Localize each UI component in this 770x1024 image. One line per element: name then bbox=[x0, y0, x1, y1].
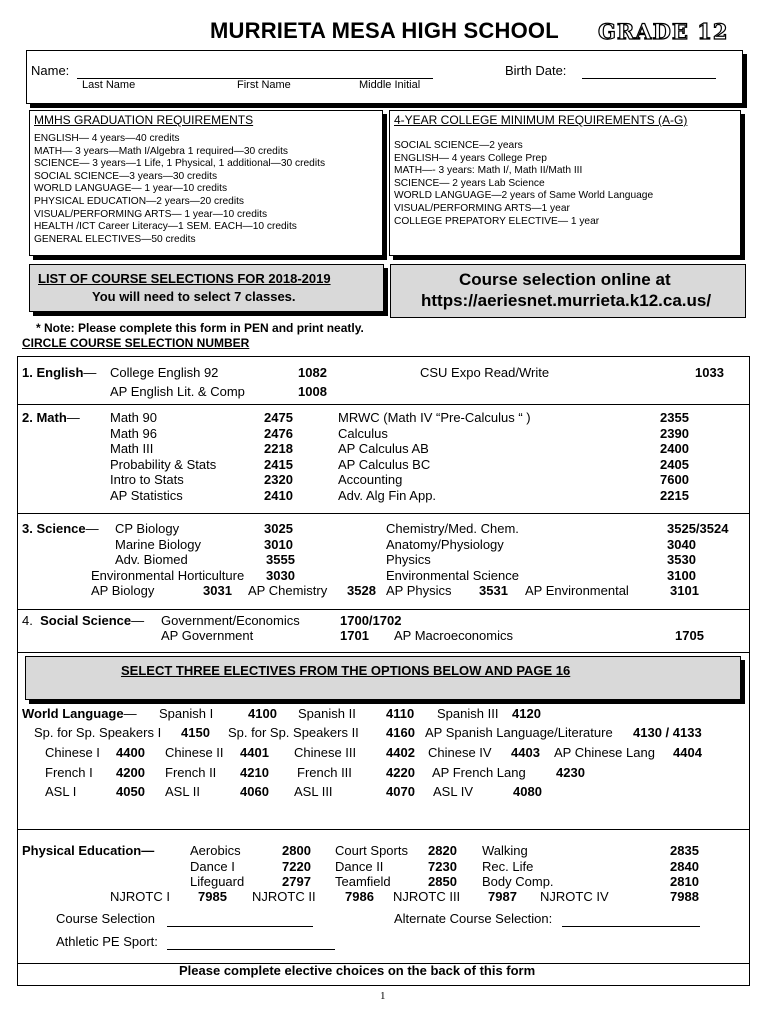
course-code[interactable]: 7986 bbox=[345, 889, 374, 904]
pe-col2-codes bbox=[428, 843, 457, 890]
online-selection-box bbox=[390, 264, 746, 318]
course-code[interactable]: 2850 bbox=[428, 874, 457, 890]
course-name: Marine Biology bbox=[115, 537, 201, 552]
course-code[interactable]: 1701 bbox=[340, 628, 369, 643]
science-right-codes bbox=[667, 521, 728, 583]
course-code[interactable]: 2840 bbox=[670, 858, 699, 874]
pe-col1-names bbox=[190, 843, 244, 890]
course-name: AP Macroeconomics bbox=[394, 628, 513, 643]
course-code[interactable]: 2475 bbox=[264, 410, 293, 425]
math-left-names bbox=[110, 410, 216, 504]
course-name: Environmental Science bbox=[386, 567, 519, 583]
course-name: Accounting bbox=[338, 472, 403, 488]
course-code[interactable]: 3101 bbox=[670, 583, 699, 598]
course-name: Anatomy/Physiology bbox=[386, 536, 504, 552]
course-code[interactable]: 2218 bbox=[264, 441, 293, 457]
course-selections-subtitle: You will need to select 7 classes. bbox=[92, 289, 296, 304]
course-name: NJROTC I bbox=[110, 889, 170, 904]
course-name: ASL I bbox=[45, 784, 77, 799]
pe-label: Physical Education— bbox=[22, 843, 155, 858]
course-code[interactable]: 4150 bbox=[181, 725, 210, 740]
course-name: Environmental Horticulture bbox=[91, 568, 245, 583]
grad-req-list bbox=[34, 133, 325, 246]
course-code[interactable]: 1082 bbox=[298, 365, 327, 380]
college-req-line: VISUAL/PERFORMING ARTS—1 year bbox=[394, 202, 570, 214]
note-text: * Note: Please complete this form in PEN and print neatly. bbox=[36, 321, 364, 335]
course-name: Government/Economics bbox=[161, 613, 300, 628]
electives-banner-text: SELECT THREE ELECTIVES FROM THE OPTIONS BELOW AND PAGE 16 bbox=[121, 663, 571, 678]
course-code[interactable]: 1700/1702 bbox=[340, 613, 402, 628]
course-name: AP Calculus BC bbox=[338, 456, 431, 472]
course-name: AP Physics bbox=[386, 583, 452, 598]
course-code[interactable]: 4120 bbox=[512, 706, 541, 721]
course-name: College English 92 bbox=[110, 365, 219, 380]
course-code[interactable]: 1008 bbox=[298, 384, 327, 399]
grad-req-line: WORLD LANGUAGE— 1 year—10 credits bbox=[34, 183, 228, 195]
college-req-line: WORLD LANGUAGE—2 years of Same World Language bbox=[394, 190, 654, 202]
math-label: 2. Math— bbox=[22, 410, 80, 425]
course-name: AP Spanish Language/Literature bbox=[425, 725, 613, 740]
course-code[interactable]: 4160 bbox=[386, 725, 415, 740]
course-code[interactable]: 3100 bbox=[667, 567, 696, 583]
grad-req-line: SCIENCE— 3 years—1 Life, 1 Physical, 1 additional—30 credits bbox=[34, 158, 326, 170]
alternate-selection-label: Alternate Course Selection: bbox=[394, 911, 553, 926]
circle-instruction: CIRCLE COURSE SELECTION NUMBER bbox=[22, 336, 250, 350]
course-name: Teamfield bbox=[335, 874, 391, 890]
course-code[interactable]: 4060 bbox=[240, 784, 269, 799]
grad-req-line: HEALTH /ICT Career Literacy—1 SEM. EACH—10 credits bbox=[34, 221, 297, 233]
course-code[interactable]: 4110 bbox=[386, 706, 415, 721]
math-right-codes bbox=[660, 410, 689, 504]
course-code[interactable]: 4210 bbox=[240, 765, 269, 780]
course-code[interactable]: 2820 bbox=[428, 843, 457, 858]
course-code[interactable]: 4404 bbox=[673, 745, 702, 760]
course-code[interactable]: 3031 bbox=[203, 583, 232, 598]
course-code[interactable]: 4401 bbox=[240, 745, 269, 760]
course-code[interactable]: 4230 bbox=[556, 765, 585, 780]
course-code[interactable]: 3531 bbox=[479, 583, 508, 598]
name-label: Name: bbox=[31, 63, 70, 78]
course-code[interactable]: 4220 bbox=[386, 765, 415, 780]
college-req-line: SOCIAL SCIENCE—2 years bbox=[394, 140, 523, 151]
college-requirements-box bbox=[389, 110, 741, 256]
online-url[interactable]: https://aeriesnet.murrieta.k12.ca.us/ bbox=[421, 291, 712, 310]
grade-label: GRADE 12 bbox=[598, 19, 729, 44]
course-name: AP French Lang bbox=[432, 765, 526, 780]
course-name: Dance I bbox=[190, 858, 235, 874]
school-title: MURRIETA MESA HIGH SCHOOL bbox=[210, 18, 559, 43]
alternate-selection-field[interactable] bbox=[562, 926, 700, 927]
course-name: Spanish II bbox=[298, 706, 356, 721]
course-code[interactable]: 1033 bbox=[695, 365, 724, 380]
course-code[interactable]: 3525/3524 bbox=[667, 521, 729, 536]
course-name: Spanish I bbox=[159, 706, 214, 721]
course-name: AP English Lit. & Comp bbox=[110, 384, 245, 399]
college-req-line: COLLEGE PREPATORY ELECTIVE— 1 year bbox=[394, 215, 600, 227]
social-science-label: 4. Social Science— bbox=[22, 613, 145, 628]
course-name: CSU Expo Read/Write bbox=[420, 365, 550, 380]
course-name: ASL IV bbox=[433, 784, 473, 799]
course-code[interactable]: 4070 bbox=[386, 784, 415, 799]
college-req-list bbox=[394, 140, 653, 228]
science-right-names bbox=[386, 521, 519, 583]
course-code[interactable]: 2355 bbox=[660, 410, 689, 425]
course-name: Intro to Stats bbox=[110, 472, 184, 488]
course-name: NJROTC II bbox=[252, 889, 316, 904]
course-code[interactable]: 3010 bbox=[264, 537, 293, 552]
course-selections-title: LIST OF COURSE SELECTIONS FOR 2018-2019 bbox=[38, 271, 331, 286]
college-req-line: SCIENCE— 2 years Lab Science bbox=[394, 177, 545, 189]
course-name: Calculus bbox=[338, 425, 388, 441]
course-code[interactable]: 2797 bbox=[282, 874, 311, 890]
course-name: Adv. Alg Fin App. bbox=[338, 487, 437, 503]
course-code[interactable]: 2320 bbox=[264, 472, 293, 488]
course-code[interactable]: 7987 bbox=[488, 889, 517, 904]
math-left-codes bbox=[264, 410, 293, 504]
pe-col3-names bbox=[482, 843, 554, 890]
course-code[interactable]: 7220 bbox=[282, 858, 311, 874]
grad-req-line: GENERAL ELECTIVES—50 credits bbox=[34, 233, 196, 245]
course-name: AP Statistics bbox=[110, 487, 183, 503]
course-selections-box bbox=[29, 264, 384, 312]
science-label: 3. Science— bbox=[22, 521, 99, 536]
course-code[interactable]: 4400 bbox=[116, 745, 145, 760]
first-name-caption: First Name bbox=[237, 79, 291, 91]
course-name: CP Biology bbox=[115, 521, 180, 536]
course-name: Chinese II bbox=[165, 745, 224, 760]
course-code[interactable]: 3528 bbox=[347, 583, 376, 598]
pe-col2-names bbox=[335, 843, 408, 890]
course-name: Lifeguard bbox=[190, 874, 245, 890]
math-right-names bbox=[338, 410, 531, 504]
course-code[interactable]: 4100 bbox=[248, 706, 277, 721]
college-req-line: ENGLISH— 4 years College Prep bbox=[394, 152, 547, 164]
grad-req-line: VISUAL/PERFORMING ARTS— 1 year—10 credits bbox=[34, 208, 268, 220]
footer-instruction: Please complete elective choices on the back of this form bbox=[179, 963, 536, 978]
course-name: Chemistry/Med. Chem. bbox=[386, 521, 519, 536]
grad-req-title: MMHS GRADUATION REQUIREMENTS bbox=[34, 113, 254, 127]
course-name: Math 90 bbox=[110, 410, 157, 425]
student-info-box bbox=[26, 50, 743, 104]
course-name: Math 96 bbox=[110, 425, 157, 441]
course-name: Physics bbox=[386, 552, 431, 568]
pe-col3-codes bbox=[670, 843, 699, 890]
course-code[interactable]: 2215 bbox=[660, 487, 689, 503]
athletic-pe-field[interactable] bbox=[167, 949, 335, 950]
grad-req-line: MATH— 3 years—Math I/Algebra 1 required—30 credits bbox=[34, 145, 289, 157]
course-code[interactable]: 4080 bbox=[513, 784, 542, 799]
course-name: Chinese III bbox=[294, 745, 357, 760]
course-name: Body Comp. bbox=[482, 874, 554, 890]
course-name: Dance II bbox=[335, 858, 384, 874]
birth-date-label: Birth Date: bbox=[505, 63, 567, 78]
course-name: ASL II bbox=[165, 784, 200, 799]
electives-banner bbox=[25, 656, 741, 700]
course-name: NJROTC III bbox=[393, 889, 461, 904]
course-code[interactable]: 3040 bbox=[667, 536, 696, 552]
middle-initial-caption: Middle Initial bbox=[359, 79, 421, 91]
grad-req-line: PHYSICAL EDUCATION—2 years—20 credits bbox=[34, 195, 245, 207]
course-name: Chinese I bbox=[45, 745, 100, 760]
course-name: Adv. Biomed bbox=[115, 552, 188, 567]
course-code[interactable]: 3025 bbox=[264, 521, 293, 536]
athletic-pe-label: Athletic PE Sport: bbox=[56, 934, 158, 949]
birth-date-field[interactable] bbox=[582, 78, 716, 79]
course-name: French I bbox=[45, 765, 93, 780]
online-line-1: Course selection online at bbox=[459, 270, 671, 289]
course-code[interactable]: 2405 bbox=[660, 456, 689, 472]
course-name: MRWC (Math IV “Pre-Calculus “ ) bbox=[338, 410, 531, 425]
college-req-line: MATH—- 3 years: Math I/, Math II/Math III bbox=[394, 165, 583, 177]
course-name: Sp. for Sp. Speakers I bbox=[34, 725, 162, 740]
course-code[interactable]: 4200 bbox=[116, 765, 145, 780]
course-name: Walking bbox=[482, 843, 528, 858]
college-req-title: 4-YEAR COLLEGE MINIMUM REQUIREMENTS (A-G) bbox=[394, 113, 688, 127]
course-name: French III bbox=[297, 765, 352, 780]
course-name: AP Calculus AB bbox=[338, 441, 429, 457]
course-name: AP Environmental bbox=[525, 583, 629, 598]
course-name: Probability & Stats bbox=[110, 456, 217, 472]
course-selection-field[interactable] bbox=[167, 926, 313, 927]
course-name: AP Chinese Lang bbox=[554, 745, 655, 760]
course-code[interactable]: 3030 bbox=[266, 568, 295, 583]
course-code[interactable]: 2810 bbox=[670, 874, 699, 890]
grad-req-line: ENGLISH— 4 years—40 credits bbox=[34, 133, 180, 144]
course-name: Sp. for Sp. Speakers II bbox=[228, 725, 359, 740]
course-name: AP Government bbox=[161, 628, 254, 643]
course-code[interactable]: 2476 bbox=[264, 425, 293, 441]
course-code[interactable]: 2800 bbox=[282, 843, 311, 858]
world-language-label: World Language— bbox=[22, 706, 137, 721]
course-code[interactable]: 3530 bbox=[667, 552, 696, 568]
course-code[interactable]: 7985 bbox=[198, 889, 227, 904]
grad-req-line: SOCIAL SCIENCE—3 years—30 credits bbox=[34, 170, 218, 182]
pe-col1-codes bbox=[282, 843, 311, 890]
graduation-requirements-box bbox=[29, 110, 383, 256]
course-name: Spanish III bbox=[437, 706, 499, 721]
course-name: AP Chemistry bbox=[248, 583, 328, 598]
english-label: 1. English— bbox=[22, 365, 97, 380]
course-code[interactable]: 7600 bbox=[660, 472, 689, 488]
course-code[interactable]: 4130 / 4133 bbox=[633, 725, 702, 740]
course-code[interactable]: 3555 bbox=[266, 552, 295, 567]
page-number: 1 bbox=[380, 990, 386, 1002]
course-code[interactable]: 4402 bbox=[386, 745, 415, 760]
course-name: AP Biology bbox=[91, 583, 155, 598]
course-code[interactable]: 2835 bbox=[670, 843, 699, 858]
course-name: Court Sports bbox=[335, 843, 408, 858]
course-name: Aerobics bbox=[190, 843, 241, 858]
course-code[interactable]: 4403 bbox=[511, 745, 540, 760]
course-code[interactable]: 4050 bbox=[116, 784, 145, 799]
course-code[interactable]: 1705 bbox=[675, 628, 704, 643]
course-selection-label: Course Selection bbox=[56, 911, 155, 926]
last-name-caption: Last Name bbox=[82, 79, 136, 91]
course-name: NJROTC IV bbox=[540, 889, 609, 904]
course-name: Chinese IV bbox=[428, 745, 492, 760]
course-name: Math III bbox=[110, 441, 154, 457]
course-name: ASL III bbox=[294, 784, 333, 799]
course-name: French II bbox=[165, 765, 217, 780]
course-code[interactable]: 2400 bbox=[660, 441, 689, 457]
course-code[interactable]: 7230 bbox=[428, 858, 457, 874]
course-name: Rec. Life bbox=[482, 858, 534, 874]
course-code[interactable]: 7988 bbox=[670, 889, 699, 904]
course-code[interactable]: 2390 bbox=[660, 425, 689, 441]
course-code[interactable]: 2415 bbox=[264, 456, 293, 472]
course-code[interactable]: 2410 bbox=[264, 487, 293, 503]
